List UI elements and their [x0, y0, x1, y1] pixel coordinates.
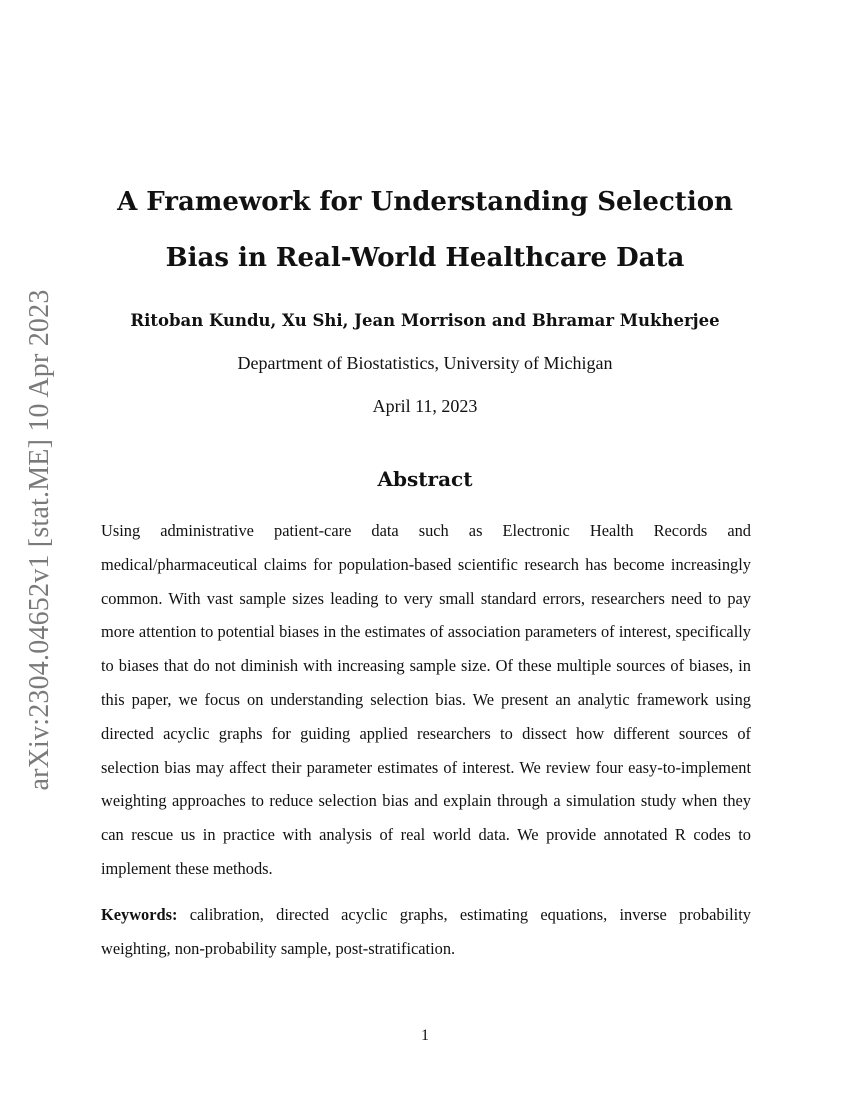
keywords-text: calibration, directed acyclic graphs, estimating equations, inverse probability weighting, non-probability sample, post-stratification. [101, 905, 751, 958]
abstract-heading: Abstract [377, 467, 473, 491]
keywords-label: Keywords: [101, 905, 178, 924]
paper-title: A Framework for Understanding Selection Bias in Real-World Healthcare Data [117, 187, 733, 273]
abstract-text: Using administrative patient-care data such as Electronic Health Records and medical/pharmaceutical claims for population-based scientific research has become increasingly common. With vast sample sizes leading to very small standard errors, researchers need to pay more attention to potential biases in the estimates of association parameters of interest, specifically to biases that do not diminish with increasing sample size. Of these multiple sources of biases, in this paper, we focus on understanding selection bias. We present an analytic framework using directed acyclic graphs for guiding applied researchers to dissect how different sources of selection bias may affect their parameter estimates of interest. We review four easy-to-implement weighting approaches to reduce selection bias and explain through a simulation study when they can rescue us in practice with analysis of real world data. We provide annotated R codes to implement these methods. [101, 521, 751, 878]
arxiv-identifier-stamp: arXiv:2304.04652v1 [stat.ME] 10 Apr 2023 [24, 289, 55, 791]
author-list: Ritoban Kundu, Xu Shi, Jean Morrison and Bhramar Mukherjee [130, 311, 720, 330]
page-number: 1 [421, 1027, 429, 1044]
publication-date: April 11, 2023 [372, 396, 478, 416]
keywords-paragraph [101, 898, 751, 966]
author-affiliation: Department of Biostatistics, University of Michigan [237, 353, 613, 373]
